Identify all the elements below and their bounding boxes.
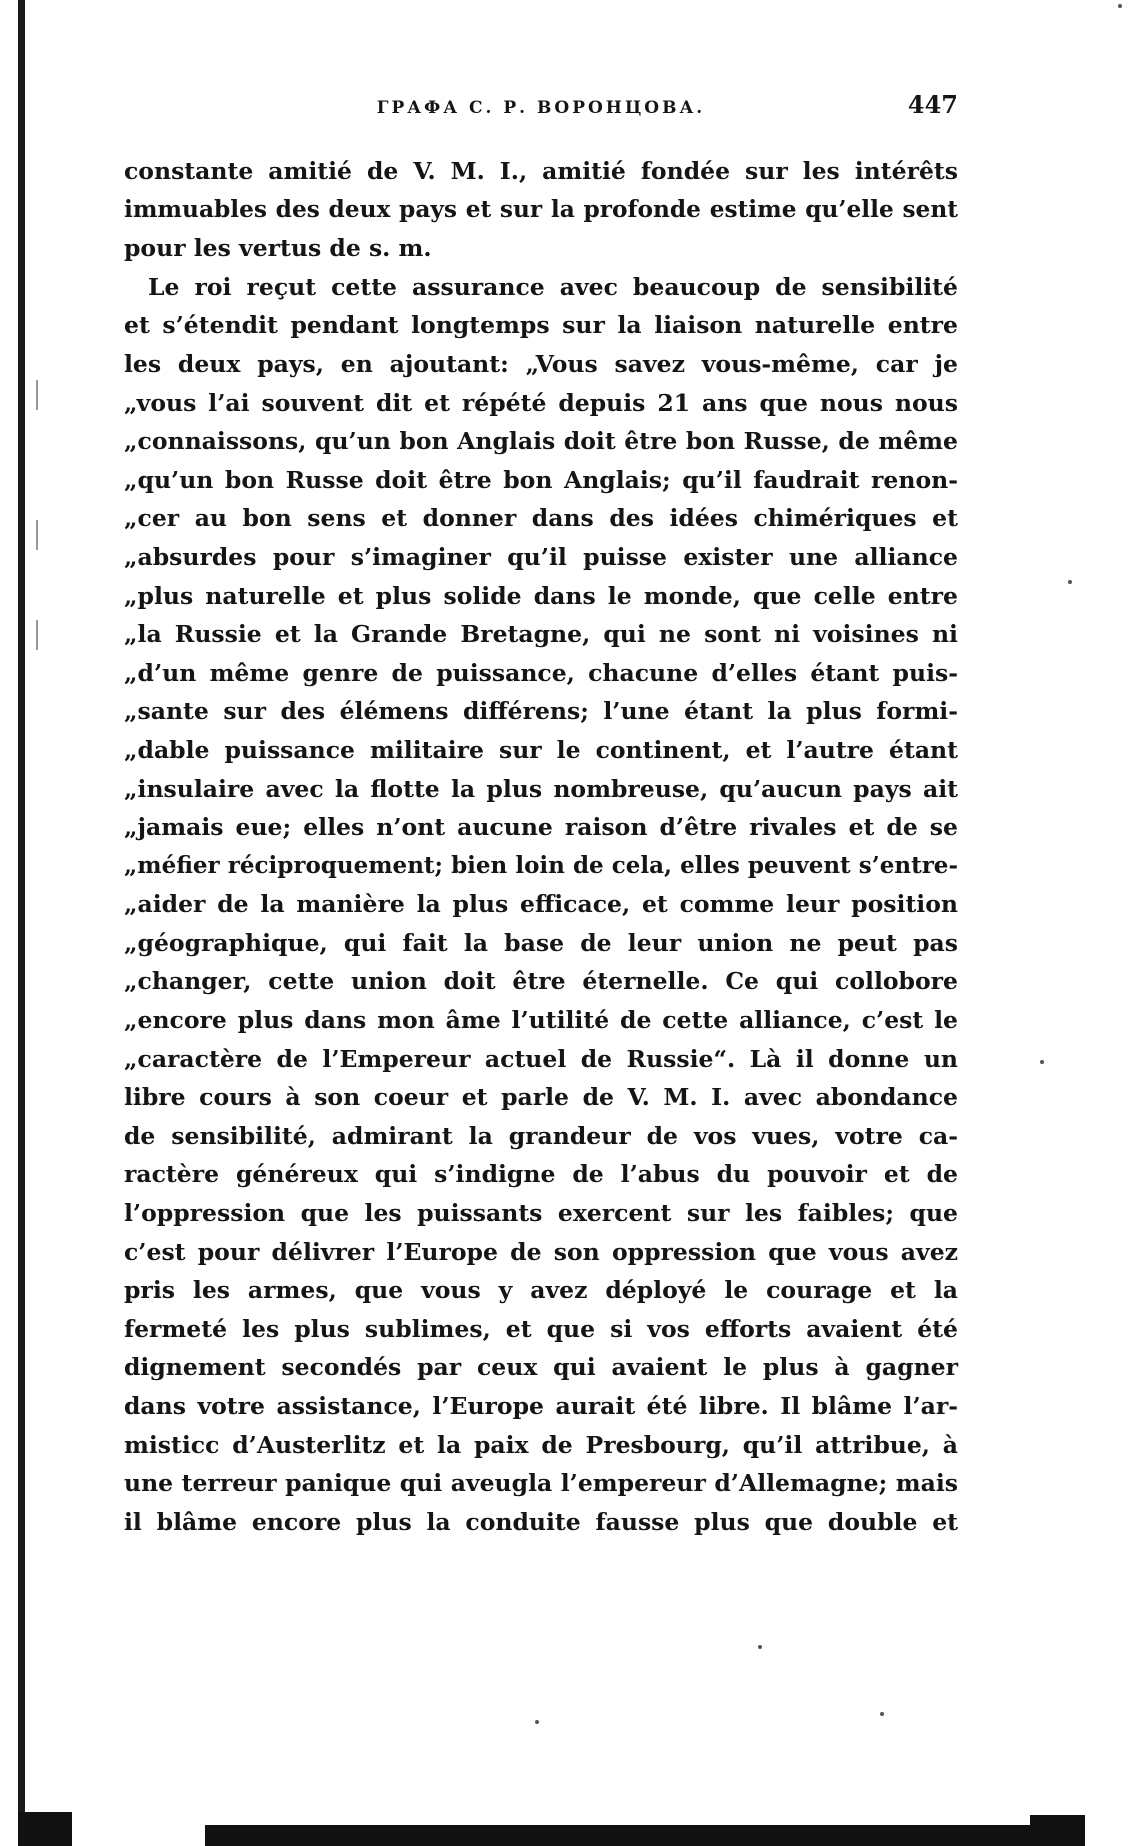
text-line: constante amitié de V. M. I., amitié fondée sur les intérêts (124, 157, 958, 185)
text-line: „changer, cette union doit être éternelle. Ce qui collobore (124, 967, 958, 996)
text-line: pris les armes, que vous y avez déployé le courage et la (124, 1276, 958, 1305)
text-line: „insulaire avec la flotte la plus nombreuse, qu’aucun pays ait (124, 774, 958, 803)
body-text (124, 152, 958, 1541)
scan-edge-bottom-right (1030, 1815, 1085, 1846)
text-line: une terreur panique qui aveugla l’empereur d’Allemagne; mais (124, 1469, 958, 1498)
text-line: „absurdes pour s’imaginer qu’il puisse exister une alliance (124, 542, 958, 571)
text-line: „vous l’ai souvent dit et répété depuis 21 ans que nous nous (124, 388, 958, 417)
paragraph-start-line: Le roi reçut cette assurance avec beaucoup de sensibilité (148, 272, 958, 301)
page-number: 447 (907, 90, 958, 119)
scan-edge-bottom (205, 1825, 1060, 1846)
text-line: dans votre assistance, l’Europe aurait été libre. Il blâme l’ar- (124, 1392, 958, 1420)
text-line: „sante sur des élémens différens; l’une étant la plus formi- (124, 697, 958, 726)
running-title: ГРАФА С. Р. ВОРОНЦОВА. (376, 98, 706, 118)
text-line: ractère généreux qui s’indigne de l’abus du pouvoir et de (124, 1160, 958, 1189)
text-line: fermeté les plus sublimes, et que si vos efforts avaient été (124, 1314, 958, 1343)
text-line: et s’étendit pendant longtemps sur la liaison naturelle entre (124, 311, 958, 340)
scan-speck (535, 1720, 539, 1724)
text-line: „dable puissance militaire sur le continent, et l’autre étant (124, 735, 958, 764)
text-line: l’oppression que les puissants exercent sur les faibles; que (124, 1199, 958, 1228)
text-line: „encore plus dans mon âme l’utilité de cette alliance, c’est le (124, 1006, 958, 1035)
text-line: c’est pour délivrer l’Europe de son oppression que vous avez (124, 1237, 958, 1266)
text-line: libre cours à son coeur et parle de V. M. I. avec abondance (124, 1083, 958, 1112)
text-line: „géographique, qui fait la base de leur union ne peut pas (124, 928, 958, 957)
scan-margin-mark (36, 620, 38, 650)
text-line: „cer au bon sens et donner dans des idées chimériques et (124, 504, 958, 533)
text-line: dignement secondés par ceux qui avaient le plus à gagner (124, 1353, 958, 1382)
text-line: „d’un même genre de puissance, chacune d’elles étant puis- (124, 658, 958, 687)
text-line: „méfier réciproquement; bien loin de cela, elles peuvent s’entre- (124, 851, 958, 879)
text-line: „qu’un bon Russe doit être bon Anglais; qu’il faudrait renon- (124, 465, 958, 494)
scan-margin-mark (36, 380, 38, 410)
text-line: misticc d’Austerlitz et la paix de Presbourg, qu’il attribue, à (124, 1430, 958, 1459)
page-header (124, 90, 958, 130)
scan-speck (880, 1712, 884, 1716)
text-line: „plus naturelle et plus solide dans le monde, que celle entre (124, 581, 958, 610)
scan-speck (758, 1645, 762, 1649)
scan-speck (1068, 580, 1072, 584)
text-line: pour les vertus de s. m. (124, 234, 432, 263)
scan-margin-mark (36, 520, 38, 550)
scan-speck (1040, 1060, 1044, 1064)
text-line: de sensibilité, admirant la grandeur de vos vues, votre ca- (124, 1121, 958, 1150)
text-line: les deux pays, en ajoutant: „Vous savez vous-même, car je (124, 349, 958, 378)
text-line: „la Russie et la Grande Bretagne, qui ne sont ni voisines ni (124, 620, 958, 649)
scan-edge-left (18, 0, 25, 1846)
text-line: „aider de la manière la plus efficace, et comme leur position (124, 890, 958, 919)
text-line: „caractère de l’Empereur actuel de Russie“. Là il donne un (124, 1044, 958, 1073)
text-line: „connaissons, qu’un bon Anglais doit être bon Russe, de même (124, 427, 958, 456)
text-line: immuables des deux pays et sur la profonde estime qu’elle sent (124, 195, 958, 223)
scan-edge-bottom-left (18, 1812, 72, 1846)
text-line: il blâme encore plus la conduite fausse plus que double et (124, 1507, 958, 1536)
text-line: „jamais eue; elles n’ont aucune raison d’être rivales et de se (124, 813, 958, 842)
scan-speck (1118, 4, 1122, 8)
